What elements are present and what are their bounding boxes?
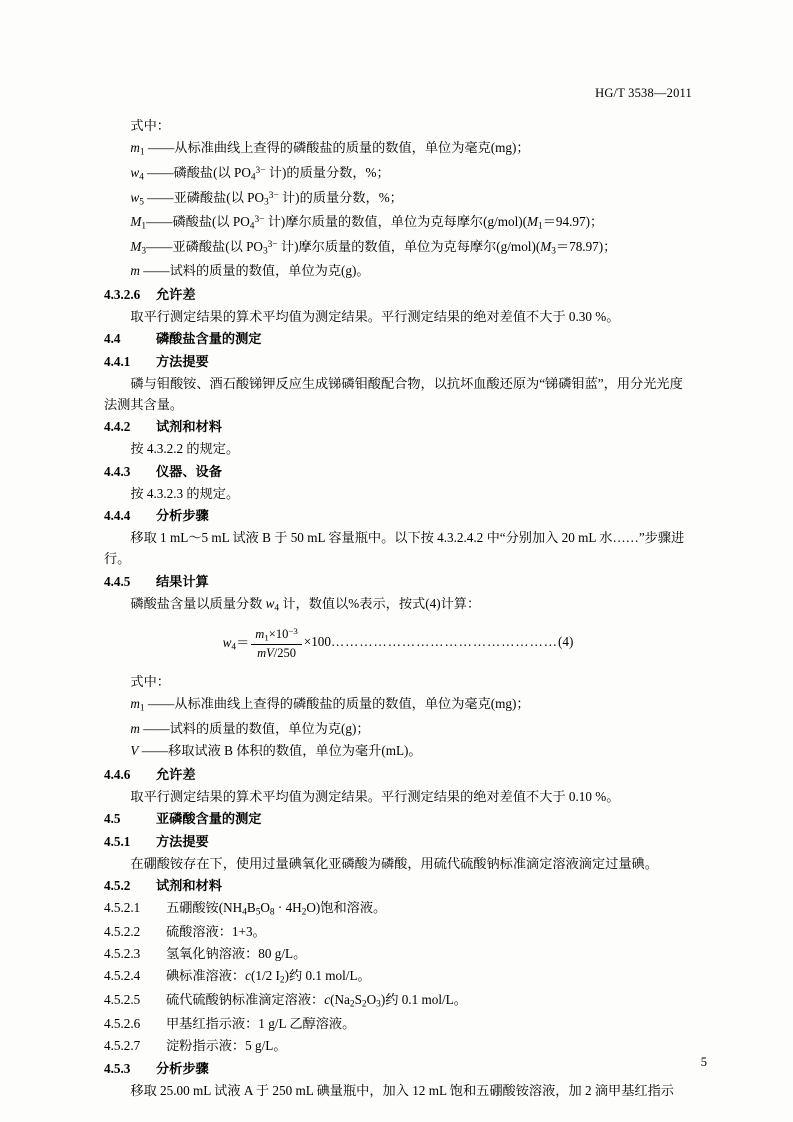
section-body-4-5-3: 移取 25.00 mL 试液 A 于 250 mL 碘量瓶中，加入 12 mL 饱和五硼酸铵溶液，加 2 滴甲基红指示 [130, 1083, 674, 1099]
reagent-item-4-5-2-7 [104, 1035, 692, 1057]
formula-4-denominator: mV/250 [257, 645, 296, 660]
reagent-text: 碘标准溶液：c(1/2 $I_2$)约 0.1 mol/L。 [166, 967, 371, 986]
formula-4-numerator: $m_1\times 10^{-3}$ [251, 626, 301, 644]
reagent-item-4-5-2-2 [104, 921, 692, 943]
reagent-number: 4.5.2.4 [104, 967, 141, 983]
section-number: 4.4.3 [104, 463, 131, 479]
section-heading-4-5-3 [104, 1058, 692, 1080]
section-heading-4-4-6 [104, 764, 692, 786]
page-header-standard-code: HG/T 3538—2011 [595, 86, 692, 100]
section-heading-4-4-2 [104, 416, 692, 438]
section-title: 分析步骤 [156, 508, 209, 524]
reagent-text: 五硼酸铵$(NH_4B_5O_8 \cdot 4H_2O)$饱和溶液。 [166, 899, 387, 918]
formula-4 [104, 626, 692, 660]
section-heading-4-4-4 [104, 505, 692, 527]
section-body-4-4-5: 磷酸盐含量以质量分数 $w_4$ 计，数值以%表示，按式(4)计算： [130, 595, 481, 614]
page-number: 5 [700, 1055, 707, 1069]
formula3-legend-label: 式中： [130, 118, 170, 133]
section-title: 试剂和材料 [156, 419, 222, 435]
section-number: 4.3.2.6 [104, 286, 141, 302]
reagent-number: 4.5.2.2 [104, 924, 141, 940]
section-title: 磷酸盐含量的测定 [156, 330, 262, 346]
section-number: 4.4 [104, 330, 121, 346]
section-title: 允许差 [156, 286, 196, 302]
section-number: 4.5.3 [104, 1061, 131, 1077]
reagent-item-4-5-2-3 [104, 943, 692, 965]
formula-4-leader-dots: ………………………………………… [330, 634, 558, 650]
page-content [104, 86, 692, 1102]
section-title: 亚磷酸含量的测定 [156, 810, 262, 826]
symbol-definition-M1: $M_1——$磷酸盐(以 $PO_4^{3-}$ 计)摩尔质量的数值，单位为克每摩尔$(g/mol)(M_1=94.97)$； [130, 214, 604, 232]
reagent-number: 4.5.2.1 [104, 899, 141, 915]
symbol-definition-w5: $w_5$ ——亚磷酸盐(以 $PO_3^{3-}$ 计)的质量分数，%； [130, 189, 403, 208]
section-title: 允许差 [156, 766, 196, 782]
reagent-item-4-5-2-1 [104, 897, 692, 921]
reagent-text: 甲基红指示液：1 g/L 乙醇溶液。 [166, 1016, 356, 1032]
section-heading-4-4-1 [104, 351, 692, 373]
section-title: 结果计算 [156, 573, 209, 589]
reagent-item-4-5-2-5 [104, 989, 692, 1013]
section-heading-4-4-3 [104, 461, 692, 483]
formula-4-number: (4) [557, 634, 574, 650]
section-body-4-5-1: 在硼酸铵存在下，使用过量碘氧化亚磷酸为磷酸，用硫代硫酸钠标准滴定溶液滴定过量碘。 [130, 855, 658, 871]
section-body-4-4-3: 按 4.3.2.3 的规定。 [130, 485, 240, 501]
section-number: 4.4.4 [104, 508, 131, 524]
section-body-4-3-2-6: 取平行测定结果的算术平均值为测定结果。平行测定结果的绝对差值不大于 0.30 %。 [130, 308, 620, 324]
reagent-number: 4.5.2.6 [104, 1016, 141, 1032]
symbol-definition-w4: $w_4$ ——磷酸盐(以 $PO_4^{3-}$ 计)的质量分数，%； [130, 164, 390, 183]
section-number: 4.5.2 [104, 878, 131, 894]
section-heading-4-4-5 [104, 571, 692, 593]
reagent-number: 4.5.2.3 [104, 946, 141, 962]
section-heading-4-5-2 [104, 875, 692, 897]
reagent-item-4-5-2-6 [104, 1013, 692, 1035]
reagent-text: 硫代硫酸钠标准滴定溶液：$c(Na_2S_2O_3)$约 0.1 mol/L。 [166, 992, 467, 1010]
section-number: 4.4.6 [104, 766, 131, 782]
formula4-symbol-V: V ——移取试液 B 体积的数值，单位为毫升(mL)。 [130, 743, 422, 759]
symbol-definition-m: m ——试料的质量的数值，单位为克(g)。 [130, 263, 370, 279]
formula-4-multiplier: ×100 [303, 634, 331, 650]
reagent-text: 淀粉指示液：5 g/L。 [166, 1038, 287, 1054]
section-heading-4-5-1 [104, 831, 692, 853]
section-body-4-4-2: 按 4.3.2.2 的规定。 [130, 441, 240, 457]
section-number: 4.4.5 [104, 573, 131, 589]
reagent-text: 氢氧化钠溶液：80 g/L。 [166, 946, 307, 962]
reagent-number: 4.5.2.7 [104, 1038, 141, 1054]
symbol-definition-m1: $m_1$ ——从标准曲线上查得的磷酸盐的质量的数值，单位为毫克(mg)； [130, 140, 530, 159]
section-title: 试剂和材料 [156, 878, 222, 894]
section-heading-4-5 [104, 808, 692, 830]
section-heading-4-4 [104, 328, 692, 350]
formula4-legend-label: 式中： [130, 673, 170, 689]
reagent-number: 4.5.2.5 [104, 992, 141, 1008]
section-title: 方法提要 [156, 833, 209, 849]
section-number: 4.4.2 [104, 419, 131, 435]
reagent-item-4-5-2-4 [104, 965, 692, 989]
formula-4-lhs: $w_4=$ [222, 634, 250, 653]
reagent-text: 硫酸溶液：1+3。 [166, 924, 266, 940]
formula4-symbol-m1: $m_1$ ——从标准曲线上查得的磷酸盐的质量的数值，单位为毫克(mg)； [130, 696, 530, 714]
section-body-4-4-4: 移取 1 mL～5 mL 试液 B 于 50 mL 容量瓶中。以下按 4.3.2.4.2 中“分别加入 20 mL 水……”步骤进行。 [104, 529, 685, 567]
section-number: 4.5.1 [104, 833, 131, 849]
section-heading-4-3-2-6 [104, 284, 692, 306]
section-number: 4.5 [104, 810, 121, 826]
section-title: 方法提要 [156, 353, 209, 369]
section-title: 分析步骤 [156, 1061, 209, 1077]
symbol-definition-M3: $M_3——$亚磷酸盐(以 $PO_3^{3-}$ 计)摩尔质量的数值，单位为克每摩尔$(g/mol)(M_3=78.97)$； [130, 238, 617, 257]
section-title: 仪器、设备 [156, 463, 222, 479]
section-body-4-4-6: 取平行测定结果的算术平均值为测定结果。平行测定结果的绝对差值不大于 0.10 %。 [130, 788, 620, 804]
section-body-4-4-1: 磷与钼酸铵、酒石酸锑钾反应生成锑磷钼酸配合物，以抗坏血酸还原为“锑磷钼蓝”，用分光光度法测其含量。 [104, 375, 683, 413]
formula-4-fraction [251, 626, 301, 660]
formula4-symbol-m: m ——试料的质量的数值，单位为克(g)； [130, 720, 370, 736]
section-number: 4.4.1 [104, 353, 131, 369]
